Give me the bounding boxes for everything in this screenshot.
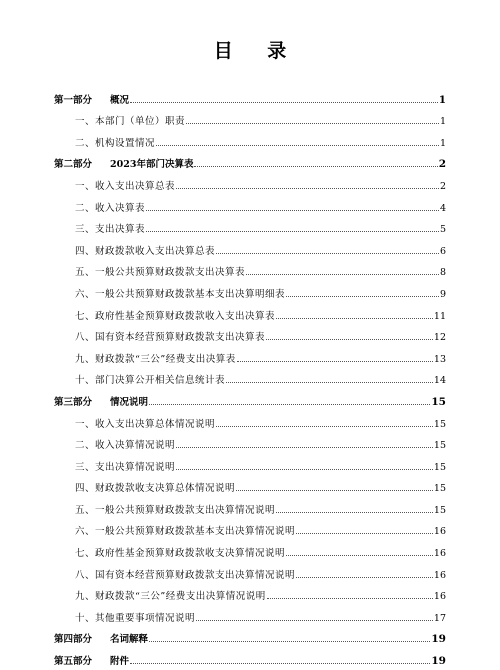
toc-page-number: 1 [439,116,446,128]
toc-entry-text: 五、一般公共预算财政拨款支出决算情况说明 [75,504,276,516]
toc-entry-label [54,286,285,300]
toc-page-number: 15 [433,504,446,516]
toc-entry-label [54,480,235,494]
toc-item-row[interactable] [54,451,446,473]
toc-page-number: 15 [433,461,446,473]
toc-entry-text: 概况 [110,94,130,106]
dot-leader [286,295,439,297]
toc-entry-label [54,631,148,645]
toc-page-number: 16 [433,591,446,603]
dot-leader [130,662,430,664]
dot-leader [149,403,430,405]
toc-item-row[interactable] [54,278,446,300]
toc-entry-text: 九、财政拨款“三公”经费支出决算情况说明 [75,591,266,603]
toc-entry-label [54,113,185,127]
dot-leader [236,489,433,491]
toc-entry-label [54,610,195,624]
toc-entry-text: 五、一般公共预算财政拨款支出决算表 [75,267,246,279]
dot-leader [276,317,433,319]
toc-entry-label [54,545,285,559]
dot-leader [226,381,433,383]
dot-leader [186,122,439,124]
dot-leader [194,165,437,167]
toc-item-row[interactable] [54,494,446,516]
dot-leader [146,230,439,232]
toc-entry-label [54,372,225,386]
toc-entry-label [54,588,266,602]
toc-page-number: 16 [433,526,446,538]
toc-part-row[interactable] [54,386,446,408]
toc-entry-text: 八、国有资本经营预算财政拨款支出决算情况说明 [75,569,296,581]
toc-page-number: 1 [439,137,446,149]
toc-entry-text: 三、支出决算情况说明 [75,461,176,473]
toc-page-number: 6 [439,245,446,257]
toc-part-number: 第一部分 [54,94,93,106]
toc-page-number: 12 [433,332,446,344]
toc-entry-label [54,653,129,667]
toc-entry-text: 二、收入决算表 [75,202,146,214]
toc-entry-label [54,567,295,581]
toc-page-number: 19 [431,633,446,646]
toc-item-row[interactable] [54,214,446,236]
toc-page-number: 4 [439,202,446,214]
toc-page-number: 16 [433,548,446,560]
dot-leader [130,101,438,103]
toc-entry-text: 一、收入支出决算总体情况说明 [75,418,216,430]
toc-entry-label [54,156,193,170]
toc-page-number: 14 [433,375,446,387]
toc-item-row[interactable] [54,170,446,192]
toc-entry-label [54,416,215,430]
toc-entry-text: 十、其他重要事项情况说明 [75,612,196,624]
toc-part-number: 第四部分 [54,634,93,646]
dot-leader [176,468,433,470]
toc-item-row[interactable] [54,300,446,322]
toc-entry-label [54,523,295,537]
toc-entry-text: 六、一般公共预算财政拨款基本支出决算明细表 [75,288,286,300]
toc-entry-text: 三、支出决算表 [75,224,146,236]
toc-part-row[interactable] [54,624,446,646]
toc-page-number: 2 [439,180,446,192]
toc-page-number: 1 [438,93,446,106]
toc-entry-label [54,459,175,473]
toc-part-number: 第三部分 [54,396,93,408]
toc-entry-text: 名词解释 [110,634,149,646]
toc-item-row[interactable] [54,602,446,624]
toc-entry-label [54,221,145,235]
dot-leader [216,252,439,254]
page-title: 目 录 [213,40,301,62]
toc-item-row[interactable] [54,559,446,581]
dot-leader [176,446,433,448]
dot-leader [149,640,430,642]
toc-entry-text: 一、收入支出决算总表 [75,180,176,192]
toc-entry-text: 一、本部门（单位）职责 [75,116,186,128]
toc-part-number: 第五部分 [54,656,93,668]
toc-item-row[interactable] [54,322,446,344]
toc-part-number: 第二部分 [54,159,93,171]
dot-leader [146,209,439,211]
toc-item-row[interactable] [54,343,446,365]
toc-entry-text: 二、收入决算情况说明 [75,440,176,452]
toc-item-row[interactable] [54,235,446,257]
dot-leader [296,532,433,534]
dot-leader [216,425,433,427]
toc-item-row[interactable] [54,127,446,149]
toc-page-number: 8 [439,267,446,279]
toc-entry-label [54,200,145,214]
dot-leader [266,338,433,340]
toc-entry-text: 2023年部门决算表 [110,159,194,171]
toc-item-row[interactable] [54,192,446,214]
toc-page-number: 15 [431,395,446,408]
toc-page-number: 19 [431,655,446,668]
dot-leader [246,273,439,275]
toc-item-row[interactable] [54,537,446,559]
toc-entry-label [54,243,215,257]
toc-entry-label [54,437,175,451]
toc-entry-label [54,351,236,365]
toc-entry-text: 七、政府性基金预算财政拨款收支决算情况说明 [75,548,286,560]
dot-leader [156,144,439,146]
toc-entry-text: 附件 [110,656,130,668]
toc-entry-text: 四、财政拨款收入支出决算总表 [75,245,216,257]
toc-item-row[interactable] [54,365,446,387]
toc-item-row[interactable] [54,106,446,128]
toc-item-row[interactable] [54,516,446,538]
toc-part-row[interactable] [54,645,446,667]
toc-entry-label [54,92,129,106]
toc-entry-text: 二、机构设置情况 [75,137,156,149]
dot-leader [276,511,433,513]
toc-item-row[interactable] [54,473,446,495]
toc-entry-label [54,264,245,278]
toc-part-row[interactable] [54,149,446,171]
toc-item-row[interactable] [54,581,446,603]
toc-page-number: 16 [433,569,446,581]
toc-page-number: 15 [433,440,446,452]
toc-entry-label [54,502,275,516]
toc-page-number: 13 [433,353,446,365]
toc-page-number: 17 [433,612,446,624]
toc-entry-text: 六、一般公共预算财政拨款基本支出决算情况说明 [75,526,296,538]
toc-item-row[interactable] [54,408,446,430]
toc-page-number: 9 [439,288,446,300]
toc-entry-label [54,308,275,322]
toc-entry-text: 八、国有资本经营预算财政拨款支出决算表 [75,332,266,344]
toc-page-number: 15 [433,483,446,495]
toc-page-number: 11 [433,310,446,322]
toc-entry-text: 九、财政拨款“三公”经费支出决算表 [75,353,236,365]
toc-entry-text: 四、财政拨款收支决算总体情况说明 [75,483,236,495]
toc-page-number: 15 [433,418,446,430]
dot-leader [267,597,433,599]
toc-entry-label [54,394,148,408]
toc-entry-label [54,329,265,343]
dot-leader [296,576,433,578]
toc-item-row[interactable] [54,257,446,279]
dot-leader [286,554,433,556]
toc-entry-text: 十、部门决算公开相关信息统计表 [75,375,226,387]
toc-entry-text: 情况说明 [110,396,149,408]
dot-leader [196,619,433,621]
toc-page-number: 2 [438,158,446,171]
table-of-contents [54,84,446,667]
toc-item-row[interactable] [54,430,446,452]
toc-entry-label [54,178,175,192]
toc-entry-label [54,135,155,149]
toc-page-number: 5 [439,224,446,236]
toc-entry-text: 七、政府性基金预算财政拨款收入支出决算表 [75,310,276,322]
dot-leader [176,187,439,189]
toc-part-row[interactable] [54,84,446,106]
dot-leader [237,360,433,362]
